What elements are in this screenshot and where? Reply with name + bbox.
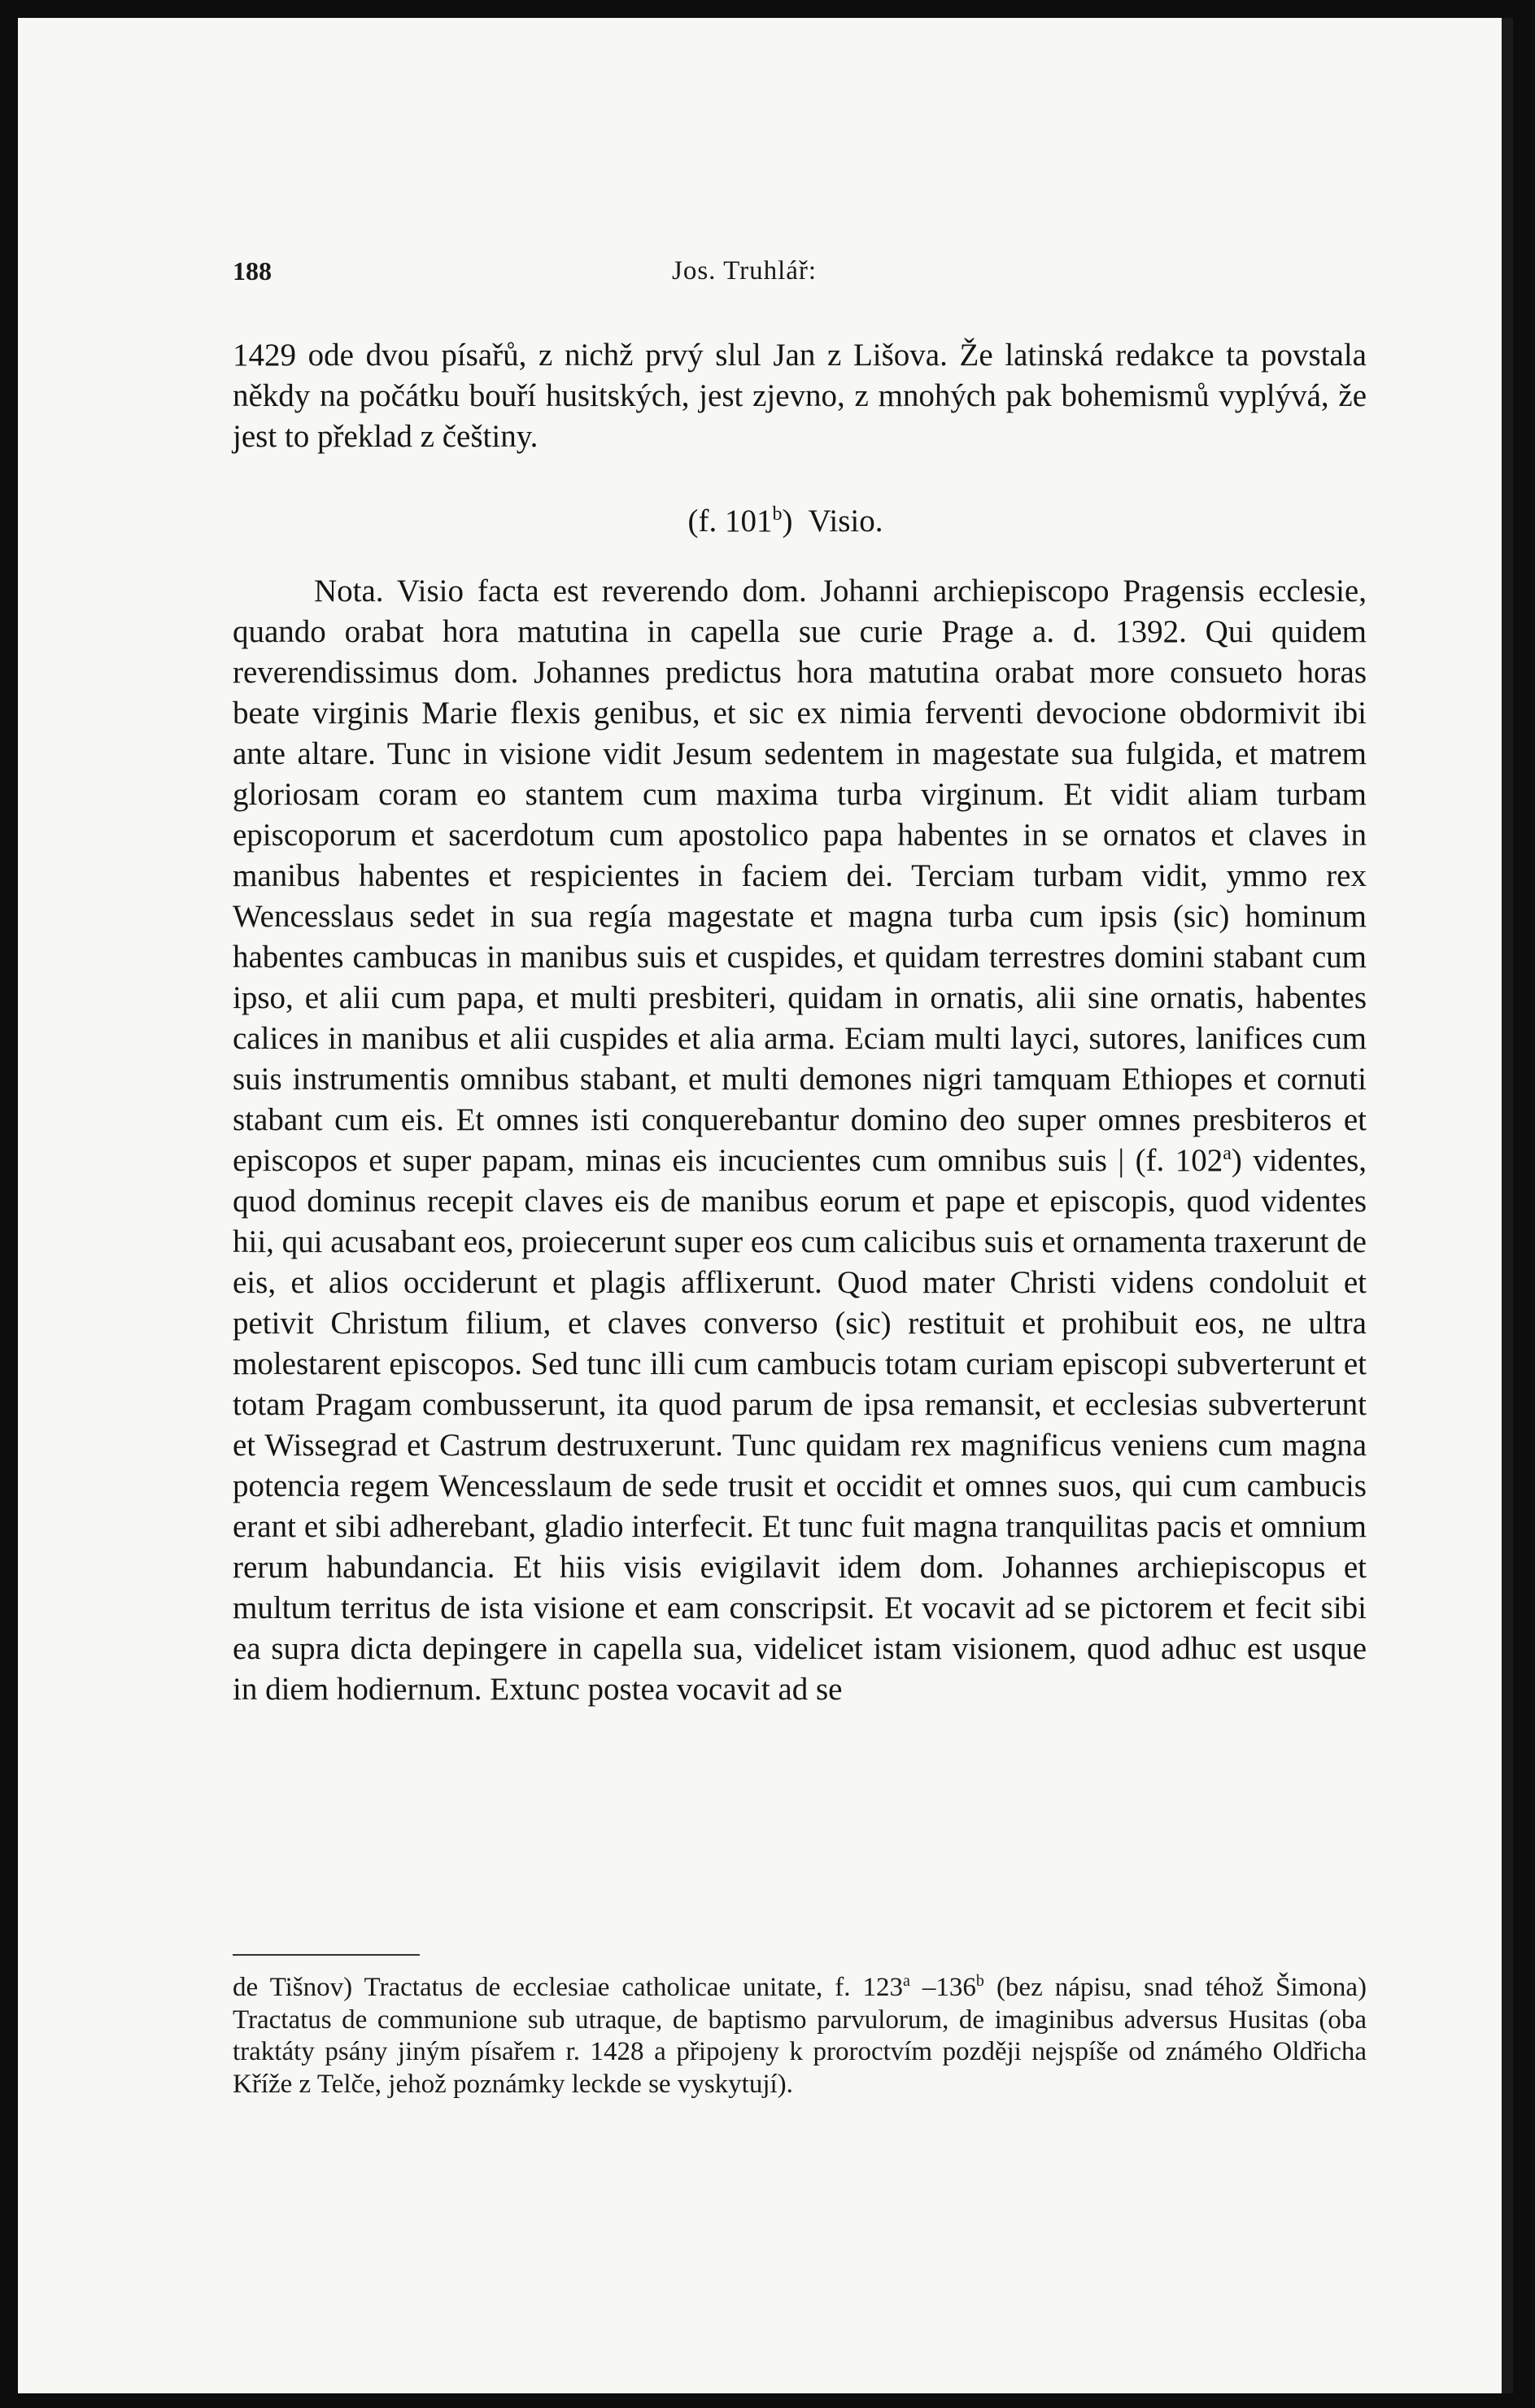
footnote-sup2: b	[975, 1972, 984, 1990]
running-head: Jos. Truhlář:	[672, 256, 818, 286]
section-heading	[18, 503, 1535, 539]
footnote-part3: (bez nápisu, snad téhož Šimona) Tractatus de communione sub utraque, de baptismo parvulorum, de imaginibus adversus Husitas (oba traktáty psány jiným písařem r. 1428 a připojeny k proroctvím později nejspíše od známého Oldřicha Kříže z Telče, jehož poznámky leckde se vyskytují).	[233, 1973, 1367, 2099]
folio-open: (f. 101	[687, 504, 773, 539]
folio-sup: b	[772, 504, 783, 525]
intro-paragraph: 1429 ode dvou písařů, z nichž prvý slul Jan z Lišova. Že latinská redakce ta povstala někdy na počátku bouří husitských, jest zjevno, z mnohých pak bohemismů vyplývá, že jest to překlad z češtiny.	[233, 338, 1367, 454]
main-paragraph	[233, 571, 1367, 1710]
footnote-part2: –136	[909, 1973, 976, 2002]
footnote-sup1: a	[903, 1972, 910, 1990]
scanned-page	[18, 18, 1513, 2393]
page-header	[233, 256, 1339, 297]
page-number: 188	[233, 256, 272, 286]
footnote-part1: de Tišnov) Tractatus de ecclesiae catholicae unitate, f. 123	[233, 1973, 903, 2002]
main-text-part2: ) videntes, quod dominus recepit claves eis de manibus eorum et pape et episcopis, quod videntes hii, qui acusabant eos, proiecerunt super eos cum calicibus suis et ornamenta traxerunt de eis, et alios occiderunt et plagis afflixerunt. Quod mater Christi videns condoluit et petivit Christum filium, et claves converso (sic) restituit et prohibuit eos, ne ultra molestarent episcopos. Sed tunc illi cum cambucis totam curiam episcopi subverterunt et totam Pragam combusserunt, ita quod parum de ipsa remansit, et ecclesias subverterunt et Wissegrad et Castrum destruxerunt. Tunc quidam rex magnificus veniens cum magna potencia regem Wencesslaum de sede trusit et occidit et omnes suos, qui cum cambucis erant et sibi adherebant, gladio interfecit. Et tunc fuit magna tranquilitas pacis et omnium rerum habundancia. Et hiis visis evigilavit idem dom. Johannes archiepiscopus et multum territus de ista visione et eam conscripsit. Et vocavit ad se pictorem et fecit sibi ea supra dicta depingere in capella sua, videlicet istam visionem, quod adhuc est usque in diem hodiernum. Extunc postea vocavit ad se	[233, 1143, 1367, 1707]
folio-marker-sup: a	[1223, 1143, 1232, 1164]
folio-reference	[688, 504, 793, 539]
section-title: Visio.	[808, 504, 883, 539]
main-text-part1: Nota. Visio facta est reverendo dom. Johanni archiepiscopo Pragensis ecclesie, quando orabat hora matutina in capella sue curie Prage a. d. 1392. Qui quidem reverendissimus dom. Johannes predictus hora matutina orabat more consueto horas beate virginis Marie flexis genibus, et sic ex nimia ferventi devocione obdormivit ibi ante altare. Tunc in visione vidit Jesum sedentem in magestate sua fulgida, et matrem gloriosam coram eo stantem cum maxima turba virginum. Et vidit aliam turbam episcoporum et sacerdotum cum apostolico papa habentes in se ornatos et claves in manibus habentes et respicientes in faciem dei. Terciam turbam vidit, ymmo rex Wencesslaus sedet in sua regía magestate et magna turba cum ipsis (sic) hominum habentes cambucas in manibus suis et cuspides, et quidam terrestres domini stabant cum ipso, et alii cum papa, et multi presbiteri, quidam in ornatis, alii sine ornatis, habentes calices in manibus et alii cuspides et alia arma. Eciam multi layci, sutores, lanifices cum suis instrumentis omnibus stabant, et multi demones nigri tamquam Ethiopes et cornuti stabant cum eis. Et omnes isti conquerebantur domino deo super omnes presbiteros et episcopos et super papam, minas eis incucientes cum omnibus suis | (f. 102	[233, 574, 1367, 1178]
folio-close: )	[782, 504, 793, 539]
footnote-divider	[233, 1954, 420, 1956]
footnote	[233, 1972, 1367, 2100]
